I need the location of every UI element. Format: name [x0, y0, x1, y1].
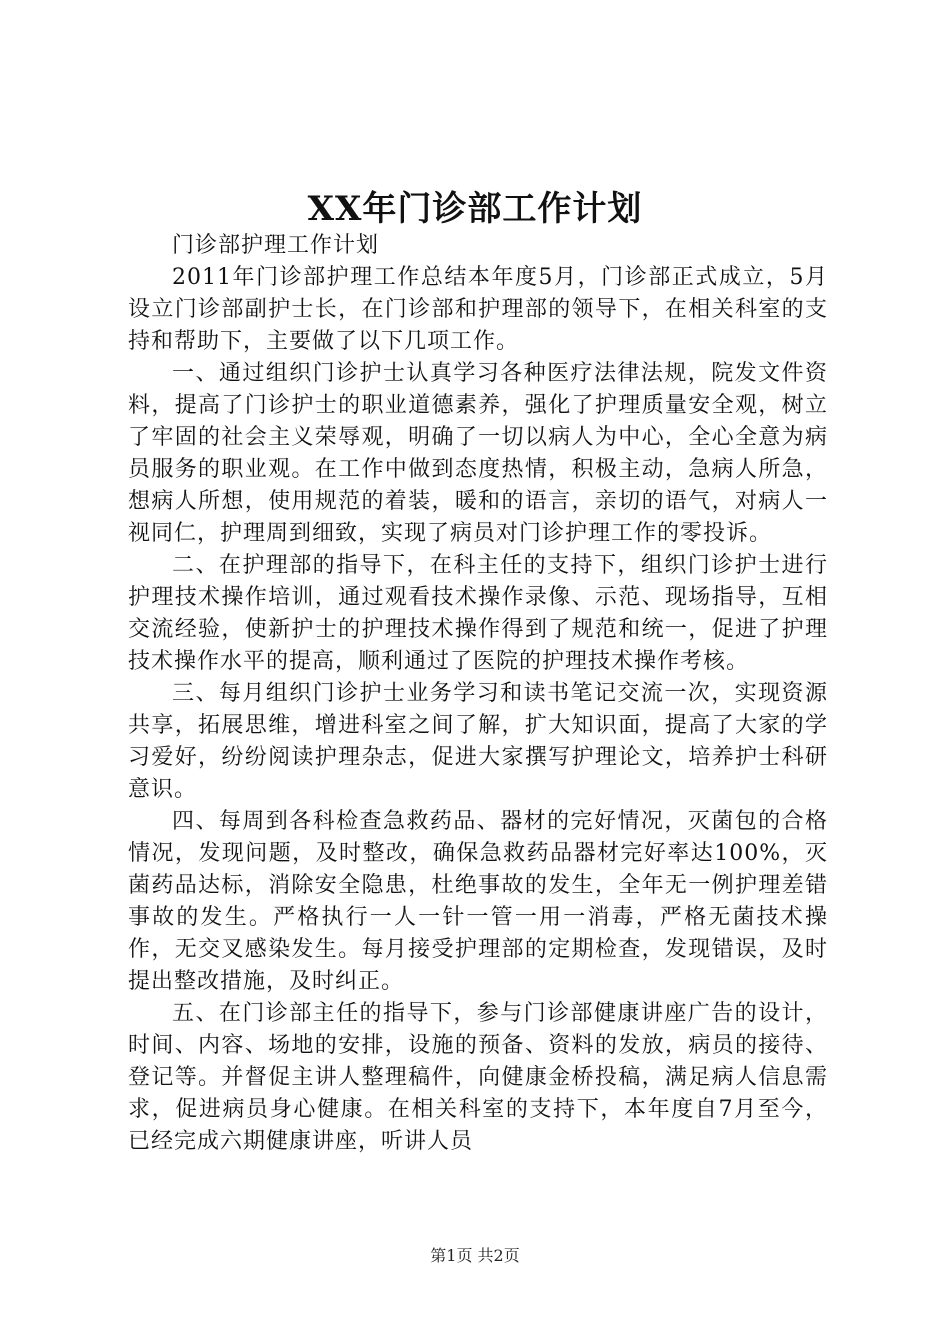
intro-paragraph: 2011年门诊部护理工作总结本年度5月，门诊部正式成立，5月设立门诊部副护士长，在门诊部和护理部的领导下，在相关科室的支持和帮助下，主要做了以下几项工作。 — [128, 265, 828, 354]
paragraph-item-3: 三、每月组织门诊护士业务学习和读书笔记交流一次，实现资源共享，拓展思维，增进科室之间了解，扩大知识面，提高了大家的学习爱好，纷纷阅读护理杂志，促进大家撰写护理论文，培养护士科研意识。 — [128, 681, 828, 802]
paragraph-item-5: 五、在门诊部主任的指导下，参与门诊部健康讲座广告的设计，时间、内容、场地的安排，设施的预备、资料的发放，病员的接待、登记等。并督促主讲人整理稿件，向健康金桥投稿，满足病人信息需求，促进病员身心健康。在相关科室的支持下，本年度自7月至今，已经完成六期健康讲座，听讲人员 — [128, 1001, 828, 1154]
document-title: XX年门诊部工作计划 — [307, 189, 643, 229]
document-body — [128, 230, 828, 1158]
paragraph-item-1: 一、通过组织门诊护士认真学习各种医疗法律法规，院发文件资料，提高了门诊护士的职业道德素养，强化了护理质量安全观，树立了牢固的社会主义荣辱观，明确了一切以病人为中心，全心全意为病员服务的职业观。在工作中做到态度热情，积极主动，急病人所急，想病人所想，使用规范的着装，暖和的语言，亲切的语气，对病人一视同仁，护理周到细致，实现了病员对门诊护理工作的零投诉。 — [128, 361, 828, 546]
paragraph-item-4: 四、每周到各科检查急救药品、器材的完好情况，灭菌包的合格情况，发现问题，及时整改，确保急救药品器材完好率达100%，灭菌药品达标，消除安全隐患，杜绝事故的发生，全年无一例护理差错事故的发生。严格执行一人一针一管一用一消毒，严格无菌技术操作，无交叉感染发生。每月接受护理部的定期检查，发现错误，及时提出整改措施，及时纠正。 — [128, 809, 828, 994]
paragraph-item-2: 二、在护理部的指导下，在科主任的支持下，组织门诊护士进行护理技术操作培训，通过观看技术操作录像、示范、现场指导，互相交流经验，使新护士的护理技术操作得到了规范和统一，促进了护理技术操作水平的提高，顺利通过了医院的护理技术操作考核。 — [128, 553, 828, 674]
section-heading: 门诊部护理工作计划 — [172, 233, 380, 258]
page-number: 第1页 共2页 — [430, 1246, 520, 1265]
